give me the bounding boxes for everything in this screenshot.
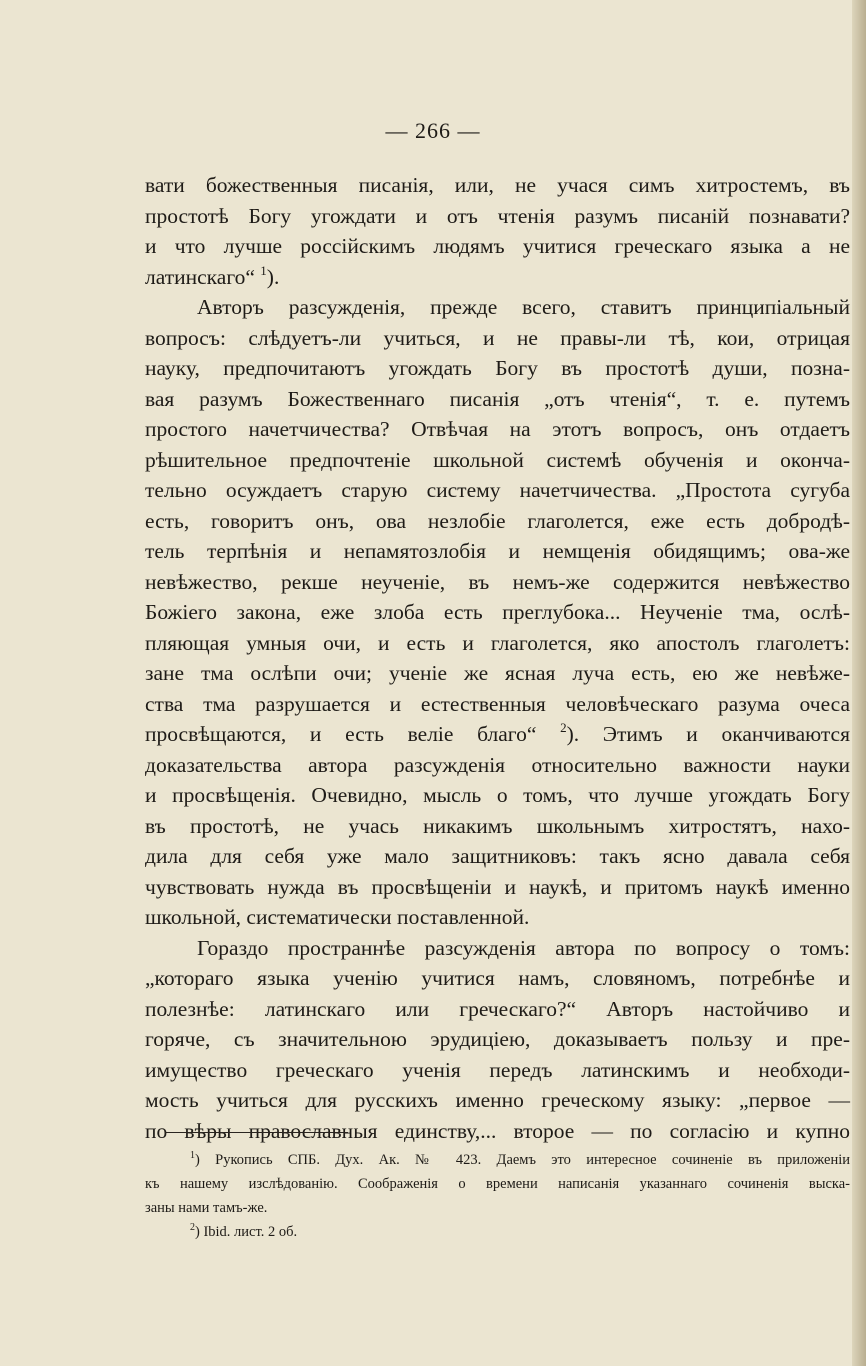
footnote-text: заны нами тамъ-же. — [145, 1200, 268, 1216]
footnote-line — [145, 1148, 850, 1172]
line-text: въ простотѣ, не учась никакимъ школьнымъ хитростятъ, нахо- — [145, 813, 850, 838]
line-text: Гораздо пространнѣе разсужденія автора по вопросу о томъ: — [197, 935, 850, 960]
text-line — [145, 628, 850, 659]
text-line — [145, 475, 850, 506]
footnote-1 — [145, 1148, 850, 1220]
text-line — [145, 719, 850, 750]
text-line — [145, 323, 850, 354]
text-line — [145, 1024, 850, 1055]
footnote-text: къ нашему изслѣдованію. Соображенія о времени написанія указаннаго сочиненія выска- — [145, 1176, 850, 1192]
line-text: полезнѣе: латинскаго или греческаго?“ Авторъ настойчиво и — [145, 996, 850, 1021]
footnote-text: ) Рукопись СПБ. Дух. Ак. № 423. Даемъ это интересное сочиненіе въ приложеніи — [195, 1152, 850, 1168]
footnote-line — [145, 1220, 850, 1244]
text-line — [145, 231, 850, 262]
text-line — [145, 201, 850, 232]
line-text: рѣшительное предпочтеніе школьной системѣ обученія и оконча- — [145, 447, 850, 472]
text-line — [145, 811, 850, 842]
text-line — [145, 1116, 850, 1147]
line-text: тельно осуждаетъ старую систему начетчичества. „Простота сугуба — [145, 478, 850, 502]
text-line — [145, 658, 850, 689]
text-line — [145, 414, 850, 445]
line-text: вопросъ: слѣдуетъ-ли учиться, и не правы-ли тѣ, кои, отрицая — [145, 325, 850, 350]
page-edge — [852, 0, 866, 1366]
footnote-separator — [165, 1132, 348, 1133]
line-text: пляющая умныя очи, и есть и глаголется, яко апостолъ глаголетъ: — [145, 630, 850, 655]
text-line — [145, 963, 850, 994]
line-text: тель терпѣнія и непамятозлобія и немщенія обидящимъ; ова-же — [145, 539, 850, 563]
line-text: ства тма разрушается и естественныя человѣческаго разума очеса — [145, 691, 850, 716]
body-text — [145, 170, 850, 1146]
footnote-marker: 1 — [260, 262, 267, 278]
footnote-number: 1 — [190, 1150, 195, 1161]
line-text: горяче, съ значительною эрудиціею, доказываетъ пользу и пре- — [145, 1027, 850, 1051]
line-text: вая разумъ Божественнаго писанія „отъ чтенія“, т. е. путемъ — [145, 386, 850, 411]
line-text: мость учиться для русскихъ именно греческому языку: „первое — — [145, 1088, 850, 1112]
text-line — [145, 567, 850, 598]
text-line — [145, 689, 850, 720]
line-text: Божіего закона, еже злоба есть преглубока... Неученіе тма, ослѣ- — [145, 600, 850, 624]
footnote-2 — [145, 1220, 850, 1244]
line-text: и просвѣщенія. Очевидно, мысль о томъ, что лучше угождать Богу — [145, 783, 850, 807]
text-line — [145, 170, 850, 201]
line-text: латинскаго“ — [145, 264, 261, 289]
line-text: Авторъ разсужденія, прежде всего, ставитъ принципіальный — [197, 295, 850, 319]
text-line — [145, 902, 850, 933]
footnote-line — [145, 1196, 850, 1220]
text-line — [145, 384, 850, 415]
text-line — [145, 872, 850, 903]
line-text: науку, предпочитаютъ угождать Богу въ простотѣ души, позна- — [145, 356, 850, 380]
line-text: зане тма ослѣпи очи; ученіе же ясная луча есть, ею же невѣже- — [145, 661, 850, 685]
footnote-marker: 2 — [560, 720, 567, 735]
text-line — [145, 1055, 850, 1086]
text-line — [145, 1085, 850, 1116]
line-text-continued: ). — [266, 264, 280, 289]
line-text: доказательства автора разсужденія относительно важности науки — [145, 752, 850, 777]
text-line — [145, 445, 850, 476]
text-line — [145, 506, 850, 537]
text-line — [145, 750, 850, 781]
line-text: „котораго языка ученію учитися намъ, словяномъ, потребнѣе и — [145, 966, 850, 990]
text-line — [145, 292, 850, 323]
footnote-number: 2 — [190, 1222, 195, 1233]
line-text: чувствовать нужда въ просвѣщеніи и наукѣ, и притомъ наукѣ именно — [145, 874, 850, 899]
line-text: по вѣры православныя единству,... второе — по согласію и купно — [145, 1118, 850, 1143]
text-line — [145, 841, 850, 872]
line-text: вати божественныя писанія, или, не учася симъ хитростемъ, въ — [145, 173, 850, 197]
page-number: — 266 — — [385, 118, 481, 143]
line-text-continued: ). Этимъ и оканчиваются — [566, 722, 850, 746]
text-line — [145, 933, 850, 964]
footnote-line — [145, 1172, 850, 1196]
line-text: и что лучше россійскимъ людямъ учитися греческаго языка а не — [145, 234, 850, 258]
line-text: просвѣщаются, и есть веліе благо“ — [145, 722, 561, 746]
text-line — [145, 353, 850, 384]
line-text: дила для себя уже мало защитниковъ: такъ ясно давала себя — [145, 844, 850, 868]
line-text: невѣжество, рекше неученіе, въ немъ-же содержится невѣжество — [145, 569, 850, 594]
line-text: есть, говоритъ онъ, ова незлобіе глаголется, еже есть добродѣ- — [145, 508, 850, 533]
text-line — [145, 994, 850, 1025]
text-line — [145, 780, 850, 811]
footnote-text: ) Ibid. лист. 2 об. — [195, 1224, 298, 1240]
line-text: простого начетчичества? Отвѣчая на этотъ вопросъ, онъ отдаетъ — [145, 417, 850, 441]
line-text: имущество греческаго ученія передъ латинскимъ и необходи- — [145, 1057, 850, 1082]
text-line — [145, 597, 850, 628]
text-line — [145, 536, 850, 567]
line-text: простотѣ Богу угождати и отъ чтенія разумъ писаній познавати? — [145, 203, 850, 228]
text-line — [145, 262, 850, 293]
footnotes — [145, 1148, 850, 1244]
line-text: школьной, систематически поставленной. — [145, 905, 530, 929]
